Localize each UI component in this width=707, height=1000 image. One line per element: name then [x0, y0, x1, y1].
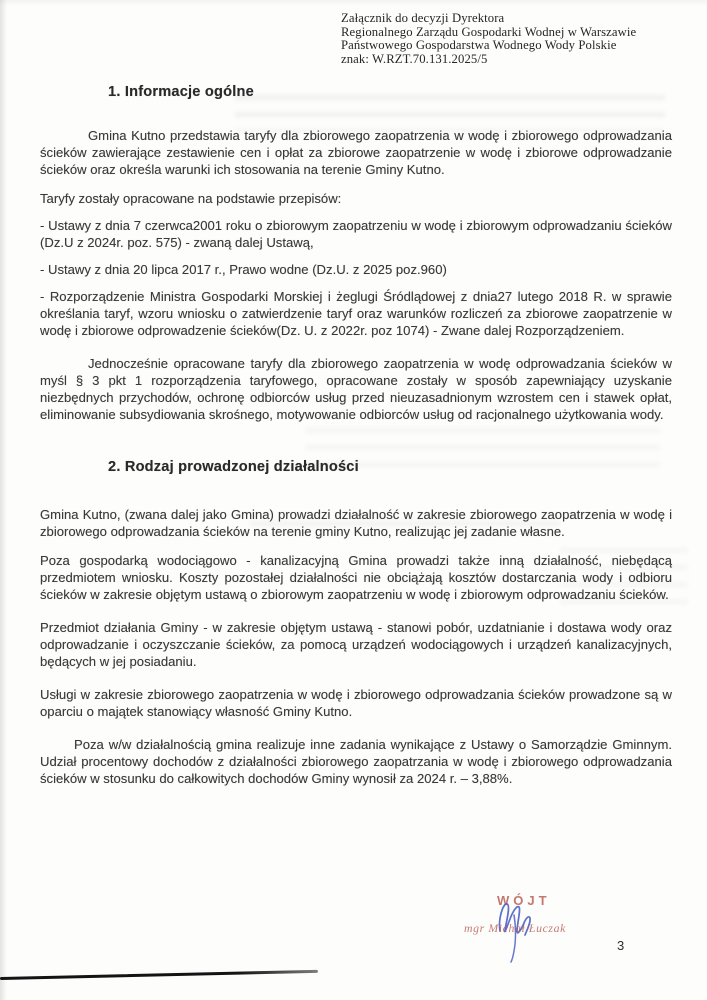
legal-item-ustawa-2001: - Ustawy z dnia 7 czerwca2001 roku o zbiorowym zaopatrzeniu w wodę i zbiorowym odprowadzaniu ścieków (Dz.U z 2024r. poz. 575) - zwaną dalej Ustawą,	[40, 218, 672, 250]
section2-heading: 2. Rodzaj prowadzonej działalności	[108, 459, 359, 475]
header-reference-number: znak: W.RZT.70.131.2025/5	[341, 51, 488, 66]
scan-edge-shadow	[0, 0, 10, 1000]
page-number: 3	[617, 938, 625, 953]
section2-paragraph-5: Poza w/w działalnością gmina realizuje inne zadania wynikające z Ustawy o Samorządzie Gminnym. Udział procentowy dochodów z działalności zbiorowego zaopatrzania w wodę i zbiorowego odprowadzania ścieków w stosunku do całkowitych dochodów Gminy wynosił za 2024 r. – 3,88%.	[40, 737, 672, 786]
section2-paragraph-2: Poza gospodarką wodociągowo - kanalizacyjną Gmina prowadzi także inną działalność, niebędącą przedmiotem wniosku. Koszty pozostałej działalności nie obciążają kosztów dostarczania wody i odbioru ścieków w zakresie objętym ustawą o zbiorowym zaopatrzeniu w wodę i zbiorowym odprowadzaniu ścieków.	[40, 553, 672, 602]
legal-item-rozporzadzenie: - Rozporządzenie Ministra Gospodarki Morskiej i żeglugi Śródlądowej z dnia27 lutego 2018 R. w sprawie określania taryf, wzoru wniosku o zatwierdzenie taryf oraz warunków rozliczeń za zbiorowe zaopatrzenie w wodę i zbiorowe odprowadzenie ścieków(Dz. U. z 2022r. poz 1074) - Zwane dalej Rozporządzeniem.	[40, 289, 672, 338]
scan-edge-shadow-top	[0, 0, 707, 6]
mayor-name: mgr Michał Łuczak	[464, 921, 566, 935]
section1-intro-paragraph: Gmina Kutno przedstawia taryfy dla zbiorowego zaopatrzenia w wodę i zbiorowego odprowadzania ścieków zawierające zestawienie cen i opłat za zbiorowe zaopatrzenie w wodę i zbiorowe odprowadzanie ścieków oraz określa warunki ich stosowania na terenie Gminy Kutno.	[40, 128, 672, 177]
section2-paragraph-1: Gmina Kutno, (zwana dalej jako Gmina) prowadzi działalność w zakresie zbiorowego zaopatrzenia w wodę i zbiorowego odprowadzania ścieków na terenie gminy Kutno, realizując jej zadanie własne.	[40, 507, 672, 539]
section1-closing-paragraph: Jednocześnie opracowane taryfy dla zbiorowego zaopatrzenia w wodę odprowadzania ścieków w myśl § 3 pkt 1 rozporządzenia taryfowego, opracowane zostały w sposób zapewniający uzyskanie niezbędnych przychodów, ochronę odbiorców usług przed nieuzasadnionym wzrostem cen i stawek opłat, eliminowanie subsydiowania skrośnego, motywowanie odbiorców usług od racjonalnego użytkowania wody.	[40, 356, 672, 422]
section2-paragraph-3: Przedmiot działania Gminy - w zakresie objętym ustawą - stanowi pobór, uzdatnianie i dostawa wody oraz odprowadzanie i oczyszczanie ścieków, za pomocą urządzeń wodociągowych i urządzeń kanalizacyjnych, będących w jej posiadaniu.	[40, 620, 672, 669]
header-line: Regionalnego Zarządu Gospodarki Wodnej w Warszawie	[341, 24, 637, 39]
legal-basis-intro: Taryfy zostały opracowane na podstawie przepisów:	[40, 191, 342, 206]
mayor-title-stamp: WÓJT	[497, 893, 551, 908]
header-line: Załącznik do decyzji Dyrektora	[341, 11, 505, 25]
document-body	[40, 84, 672, 787]
document-reference-header	[341, 12, 707, 66]
section2-paragraph-4: Usługi w zakresie zbiorowego zaopatrzenia w wodę i zbiorowego odprowadzania ścieków prowadzone są w oparciu o majątek stanowiący własność Gminy Kutno.	[40, 687, 672, 719]
legal-item-prawo-wodne: - Ustawy z dnia 20 lipca 2017 r., Prawo wodne (Dz.U. z 2025 poz.960)	[40, 262, 447, 277]
header-line: Państwowego Gospodarstwa Wodnego Wody Polskie	[341, 38, 617, 52]
scan-line-artifact	[0, 970, 318, 980]
section1-heading: 1. Informacje ogólne	[108, 84, 254, 100]
